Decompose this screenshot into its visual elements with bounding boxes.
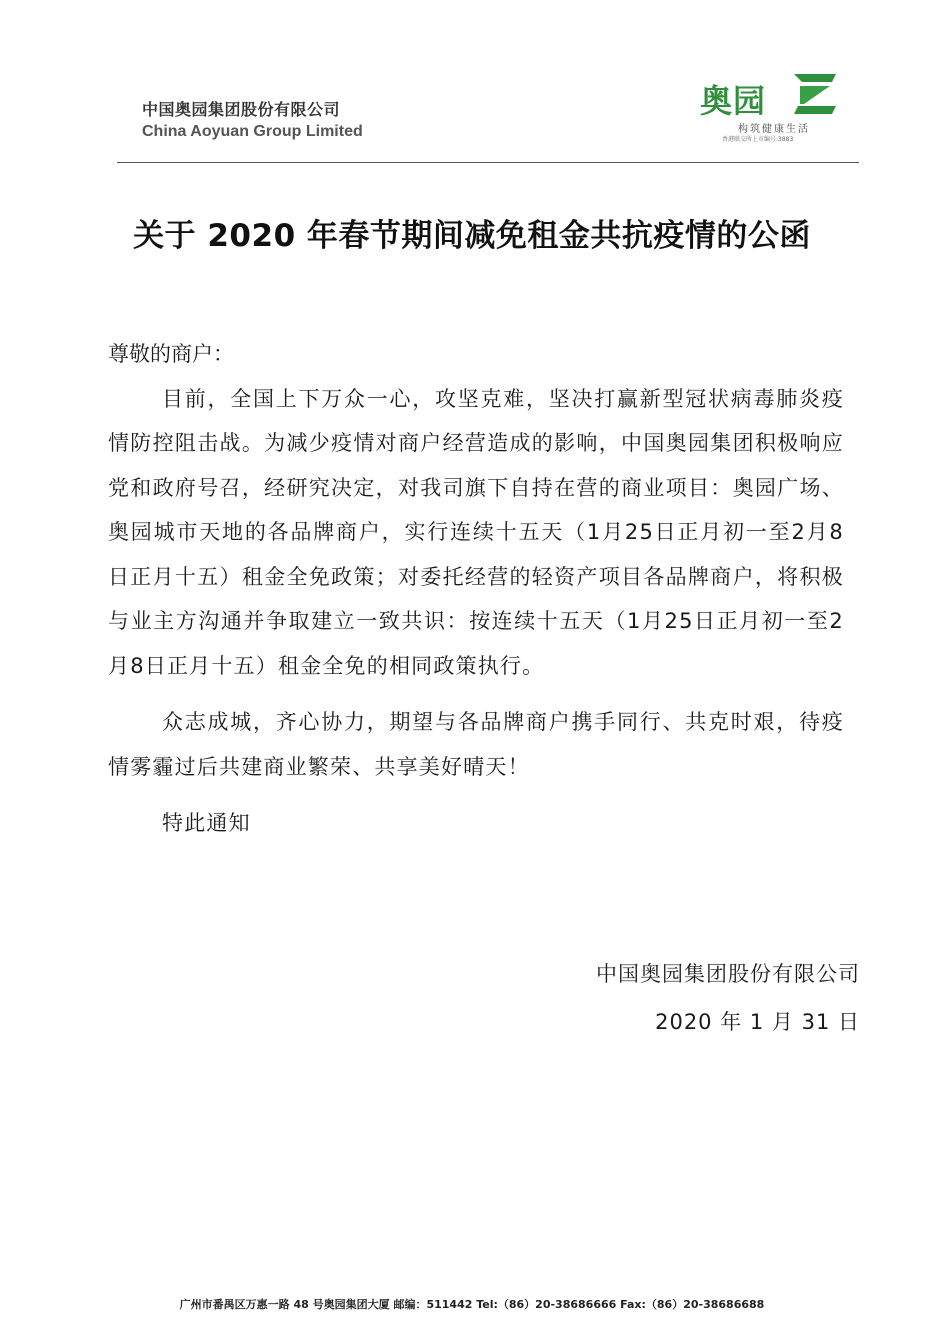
logo-stock-code: 香港联交所上市编号:3883 [722,136,794,143]
salutation: 尊敬的商户： [108,342,234,366]
company-name-en: China Aoyuan Group Limited [142,123,363,140]
paragraph-appeal: 众志成城，齐心协力，期望与各品牌商户携手同行、共克时艰，待疫情雾霾过后共建商业繁荣、共享美好晴天！ [108,710,844,779]
signature-block [596,950,860,1046]
signature-company: 中国奥园集团股份有限公司 [596,962,860,986]
paragraph-main: 目前，全国上下万众一心，攻坚克难，坚决打赢新型冠状病毒肺炎疫情防控阻击战。为减少疫情对商户经营造成的影响，中国奥园集团积极响应党和政府号召，经研究决定，对我司旗下自持在营的商业项目：奥园广场、奥园城市天地的各品牌商户，实行连续十五天（1月25日正月初一至2月8日正月十五）租金全免政策；对委托经营的轻资产项目各品牌商户，将积极与业主方沟通并争取建立一致共识：按连续十五天（1月25日正月初一至2月8日正月十五）租金全免的相同政策执行。 [108,386,844,678]
aoyuan-logo [700,68,840,148]
logo-mark-icon [790,70,840,114]
logo-wordmark: 奥园 [700,82,767,120]
logo-slogan: 构筑健康生活 [738,124,810,135]
letter-body [108,332,844,846]
company-name-zh: 中国奥园集团股份有限公司 [142,100,341,119]
paragraph-closing: 特此通知 [162,811,251,835]
signature-date: 2020 年 1 月 31 日 [655,1010,860,1034]
document-title: 关于 2020 年春节期间减免租金共抗疫情的公函 [133,218,811,254]
letterhead-company [142,100,363,142]
footer-address: 广州市番禺区万惠一路 48 号奥园集团大厦 邮编：511442 Tel:（86）20-38686666 Fax:（86）20-38686688 [179,1298,765,1311]
header-divider [117,162,859,163]
